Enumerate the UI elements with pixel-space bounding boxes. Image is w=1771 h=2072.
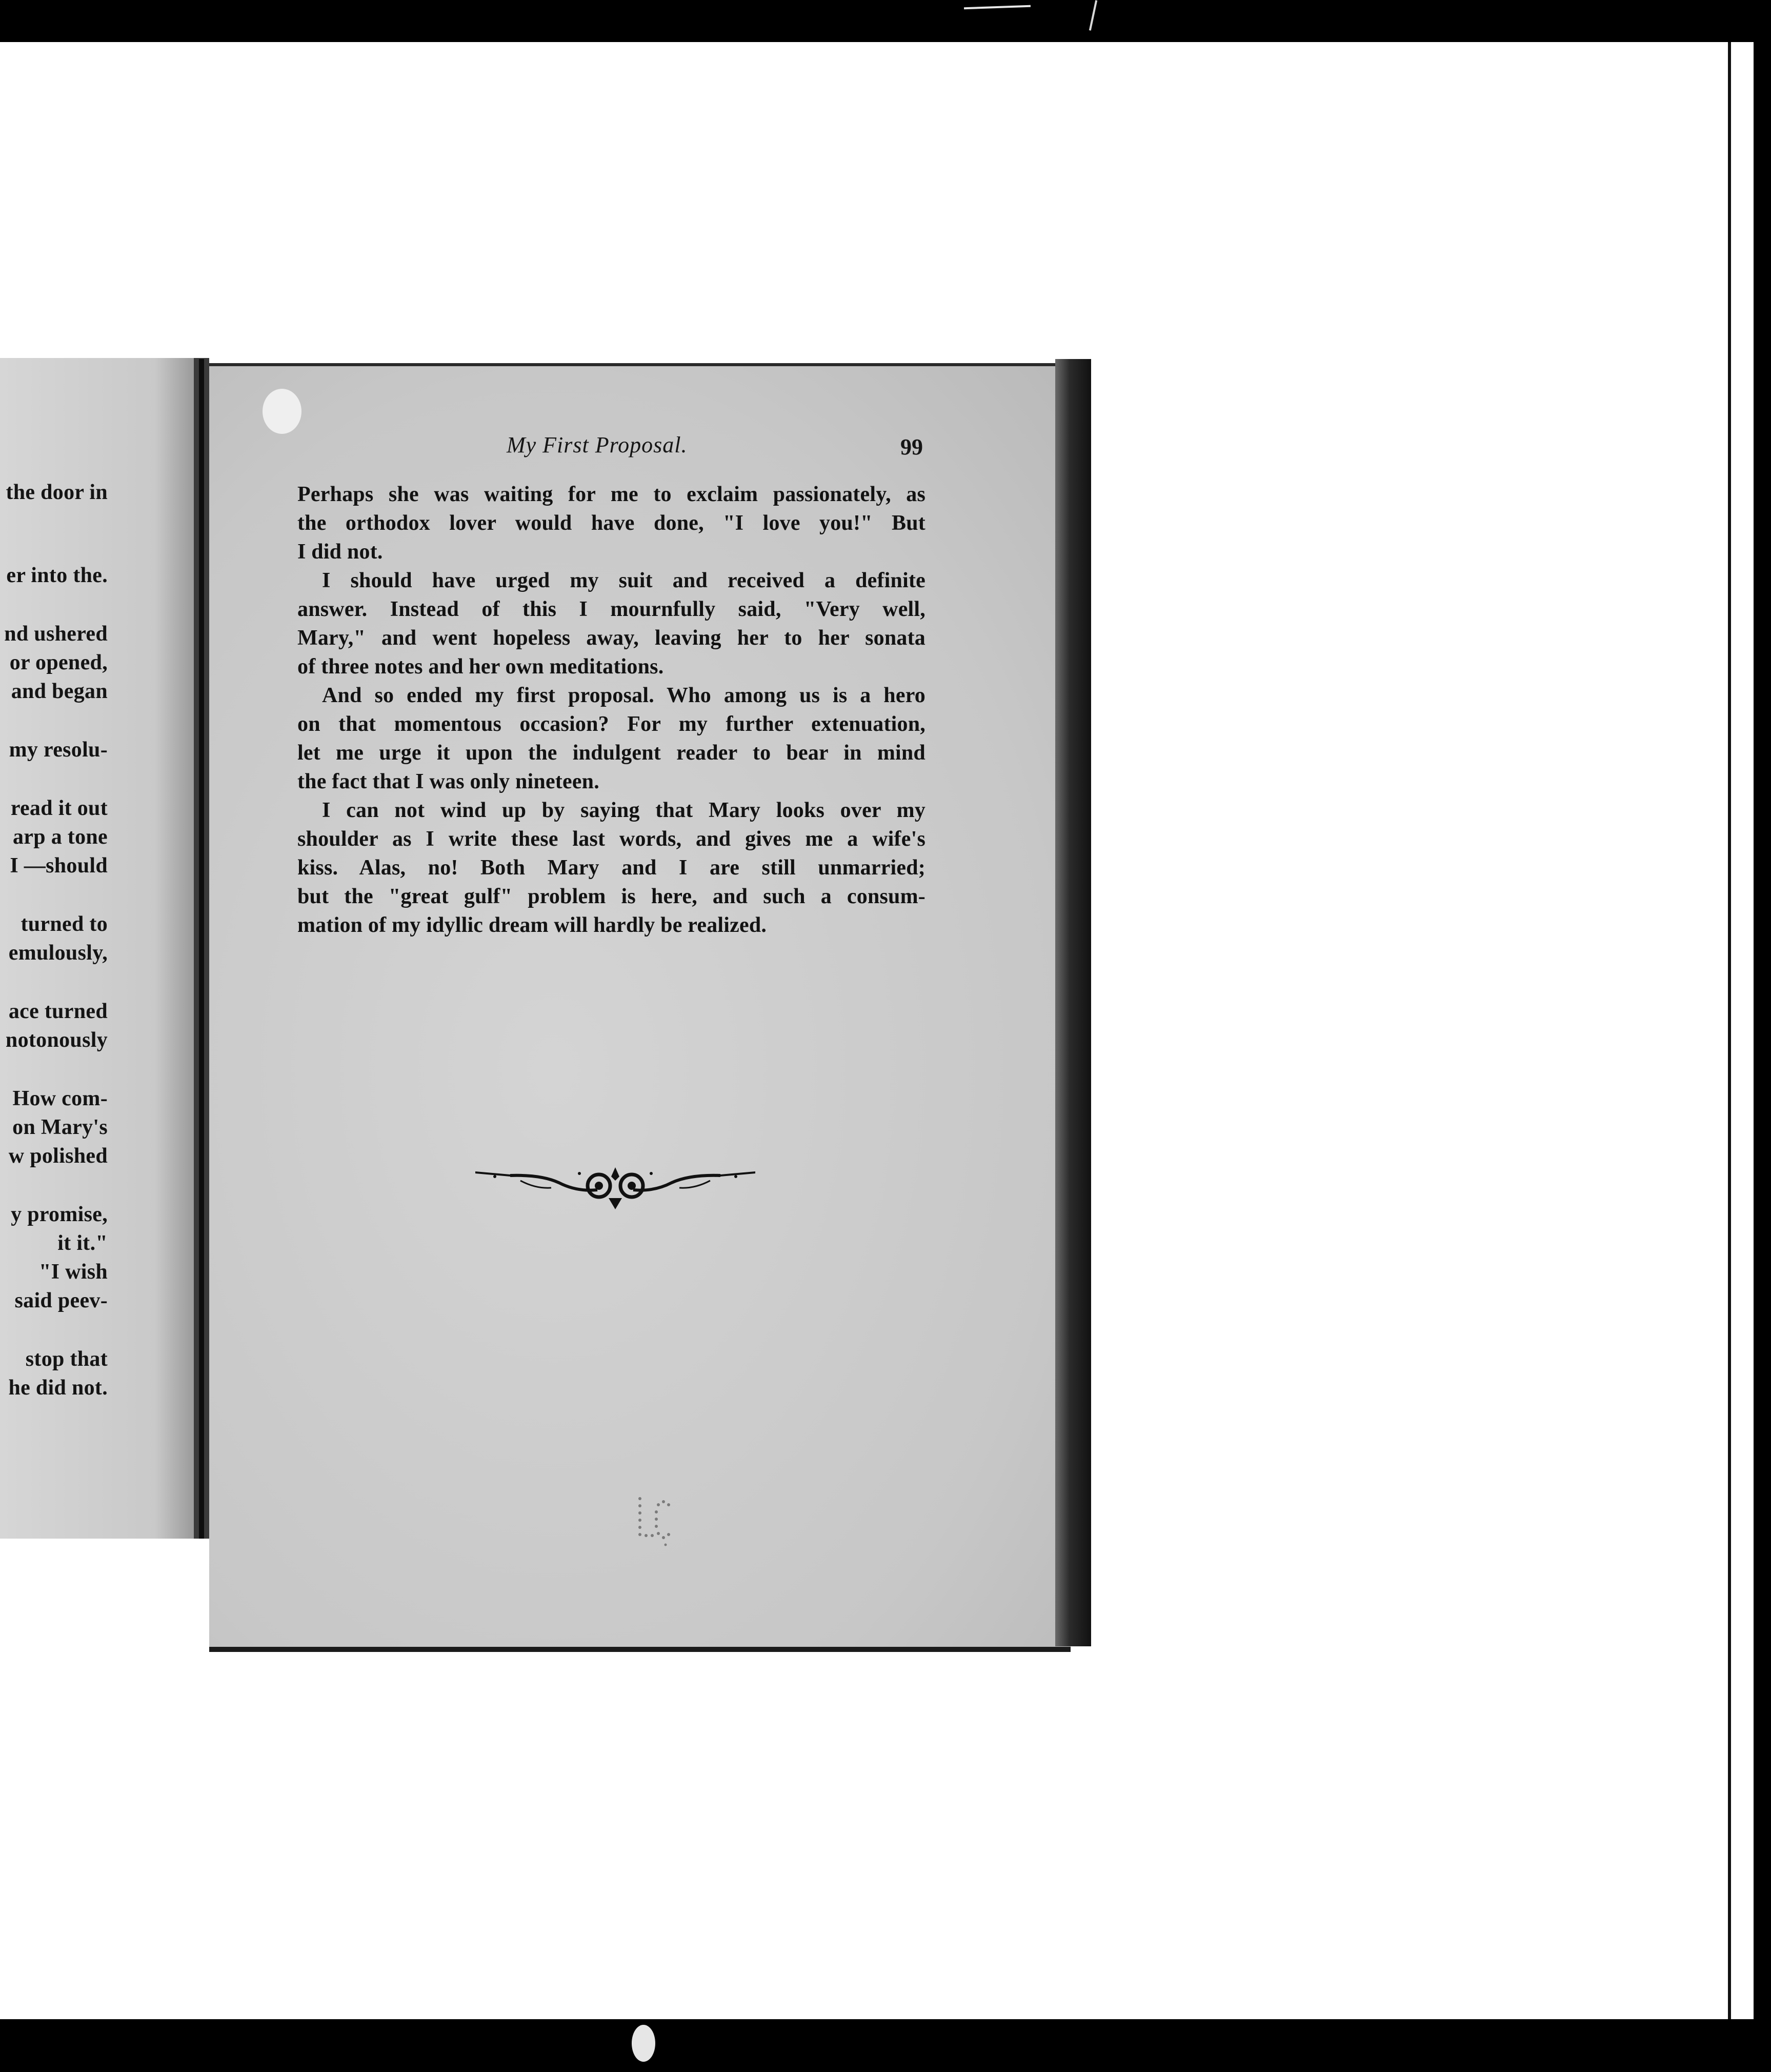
paper-stain [263,389,301,434]
left-page-fragment: he did not. [8,1376,108,1400]
left-page-fragment: notonously [5,1028,108,1052]
left-page-fragment: the door in [6,481,108,504]
text-line: on that momentous occasion? For my further extenuation, [297,712,925,736]
left-page-fragment: nd ushered [4,622,108,646]
text-line: Mary," and went hopeless away, leaving her to her sonata [297,626,925,650]
left-page-fragment: turned to [21,912,108,936]
text-line: but the "great gulf" problem is here, and such a consum- [297,885,925,908]
text-line: Perhaps she was waiting for me to exclaim passionately, as [297,483,925,506]
text-line: let me urge it upon the indulgent reader to bear in mind [297,741,925,765]
left-page-fragment: it it." [57,1231,108,1255]
left-page-fragment: w polished [8,1144,108,1168]
left-page-fragment: emulously, [8,941,108,965]
text-line: kiss. Alas, no! Both Mary and I are still unmarried; [297,856,925,880]
text-line: of three notes and her own meditations. [297,655,664,679]
page-block-edge [1055,359,1091,1646]
lc-stamp-icon [634,1493,675,1550]
left-page-fragment: said peev- [14,1289,108,1312]
film-scratch [1089,0,1097,31]
book-spine-shadow [199,359,204,1539]
text-line: I can not wind up by saying that Mary looks over my [322,799,925,822]
text-line: answer. Instead of this I mournfully said, "Very well, [297,597,925,621]
tailpiece-ornament-icon [474,1165,756,1217]
left-page-fragment: stop that [25,1347,108,1371]
text-line: the fact that I was only nineteen. [297,770,599,793]
left-page-fragment: How com- [12,1087,108,1110]
left-page-fragment: arp a tone [13,825,108,849]
left-page-fragment: ace turned [8,1000,108,1023]
text-line: mation of my idyllic dream will hardly be realized. [297,913,767,937]
left-page-fragment: y promise, [11,1203,108,1226]
text-line: And so ended my first proposal. Who among us is a hero [322,684,925,707]
text-line: shoulder as I write these last words, and gives me a wife's [297,827,925,851]
sheet-edge [1728,42,1731,2019]
film-scratch [964,5,1031,10]
text-line: I should have urged my suit and received a definite [322,569,925,592]
left-page-fragment: or opened, [9,651,108,674]
page-number: 99 [900,434,923,460]
left-page-fragment: and began [11,680,108,703]
left-page-fragment: on Mary's [12,1115,108,1139]
text-line: I did not. [297,540,383,564]
film-blemish [632,2025,655,2062]
running-head: My First Proposal. [507,432,688,457]
left-page-fragment: "I wish [39,1260,108,1284]
left-page-fragment: I —should [10,854,108,878]
left-page-fragment: read it out [10,796,108,820]
left-page-fragment: er into the. [6,564,108,587]
left-page [0,358,194,1539]
left-page-fragment: my resolu- [9,738,108,762]
text-line: the orthodox lover would have done, "I love you!" But [297,511,925,535]
